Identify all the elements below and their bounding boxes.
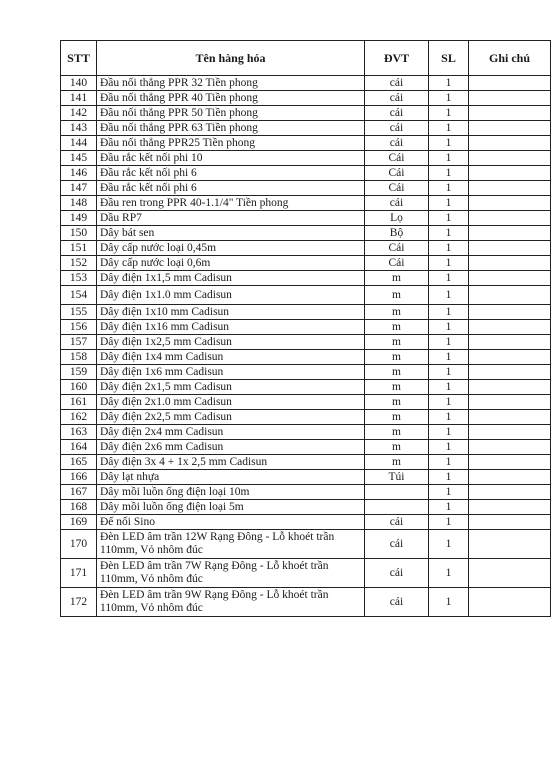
- cell-note: [469, 440, 551, 455]
- cell-note: [469, 455, 551, 470]
- table-row: [61, 241, 551, 256]
- cell-dvt: Cái: [365, 151, 429, 166]
- cell-name: Dây điện 1x4 mm Cadisun: [97, 350, 365, 365]
- cell-note: [469, 211, 551, 226]
- cell-sl: 1: [429, 226, 469, 241]
- goods-table: [60, 40, 551, 617]
- cell-dvt: m: [365, 440, 429, 455]
- cell-dvt: Bộ: [365, 226, 429, 241]
- cell-dvt: m: [365, 350, 429, 365]
- header-note: Ghi chú: [469, 41, 551, 76]
- cell-sl: 1: [429, 410, 469, 425]
- cell-note: [469, 286, 551, 305]
- cell-dvt: cái: [365, 515, 429, 530]
- cell-stt: 154: [61, 286, 97, 305]
- cell-name: Đèn LED âm trần 12W Rạng Đông - Lỗ khoét trần 110mm, Vỏ nhôm đúc: [97, 530, 365, 559]
- cell-note: [469, 588, 551, 617]
- cell-dvt: cái: [365, 91, 429, 106]
- cell-sl: 1: [429, 241, 469, 256]
- cell-note: [469, 485, 551, 500]
- cell-name: Dây mồi luồn ống điện loại 5m: [97, 500, 365, 515]
- cell-stt: 155: [61, 305, 97, 320]
- cell-name: Đầu rắc kết nối phi 6: [97, 181, 365, 196]
- cell-name: Dây điện 1x16 mm Cadisun: [97, 320, 365, 335]
- table-row: [61, 256, 551, 271]
- cell-name: Dây cấp nước loại 0,45m: [97, 241, 365, 256]
- cell-dvt: m: [365, 365, 429, 380]
- cell-stt: 144: [61, 136, 97, 151]
- cell-stt: 149: [61, 211, 97, 226]
- cell-sl: 1: [429, 455, 469, 470]
- table-row: [61, 515, 551, 530]
- table-row: [61, 395, 551, 410]
- cell-note: [469, 181, 551, 196]
- header-dvt: ĐVT: [365, 41, 429, 76]
- cell-dvt: Cái: [365, 181, 429, 196]
- cell-dvt: cái: [365, 559, 429, 588]
- cell-stt: 146: [61, 166, 97, 181]
- cell-sl: 1: [429, 440, 469, 455]
- cell-sl: 1: [429, 395, 469, 410]
- cell-dvt: cái: [365, 588, 429, 617]
- cell-dvt: m: [365, 395, 429, 410]
- table-row: [61, 410, 551, 425]
- cell-dvt: Cái: [365, 166, 429, 181]
- cell-name: Dây mồi luồn ống điện loại 10m: [97, 485, 365, 500]
- cell-sl: 1: [429, 286, 469, 305]
- table-row: [61, 196, 551, 211]
- cell-stt: 159: [61, 365, 97, 380]
- cell-stt: 145: [61, 151, 97, 166]
- cell-note: [469, 106, 551, 121]
- cell-stt: 169: [61, 515, 97, 530]
- cell-note: [469, 226, 551, 241]
- cell-stt: 171: [61, 559, 97, 588]
- cell-dvt: cái: [365, 530, 429, 559]
- table-header: [61, 41, 551, 76]
- cell-stt: 151: [61, 241, 97, 256]
- table-row: [61, 121, 551, 136]
- cell-note: [469, 335, 551, 350]
- cell-sl: 1: [429, 588, 469, 617]
- table-row: [61, 455, 551, 470]
- cell-name: Dây điện 2x1,5 mm Cadisun: [97, 380, 365, 395]
- cell-dvt: cái: [365, 106, 429, 121]
- cell-stt: 156: [61, 320, 97, 335]
- cell-stt: 161: [61, 395, 97, 410]
- cell-stt: 153: [61, 271, 97, 286]
- cell-sl: 1: [429, 151, 469, 166]
- cell-sl: 1: [429, 211, 469, 226]
- cell-name: Đầu nối thẳng PPR 40 Tiền phong: [97, 91, 365, 106]
- cell-dvt: m: [365, 320, 429, 335]
- table-row: [61, 350, 551, 365]
- cell-stt: 160: [61, 380, 97, 395]
- cell-name: Dây lạt nhựa: [97, 470, 365, 485]
- cell-dvt: m: [365, 425, 429, 440]
- cell-stt: 165: [61, 455, 97, 470]
- cell-dvt: m: [365, 410, 429, 425]
- cell-name: Dây điện 1x1.0 mm Cadisun: [97, 286, 365, 305]
- cell-stt: 142: [61, 106, 97, 121]
- cell-sl: 1: [429, 530, 469, 559]
- table-row: [61, 335, 551, 350]
- table-body: [61, 76, 551, 617]
- table-row: [61, 286, 551, 305]
- table-row: [61, 485, 551, 500]
- cell-sl: 1: [429, 515, 469, 530]
- cell-sl: 1: [429, 500, 469, 515]
- cell-name: Dây điện 1x6 mm Cadisun: [97, 365, 365, 380]
- cell-dvt: cái: [365, 136, 429, 151]
- cell-name: Đầu nối thẳng PPR25 Tiền phong: [97, 136, 365, 151]
- table-row: [61, 559, 551, 588]
- cell-note: [469, 410, 551, 425]
- table-row: [61, 425, 551, 440]
- cell-dvt: Túi: [365, 470, 429, 485]
- cell-note: [469, 271, 551, 286]
- table-row: [61, 365, 551, 380]
- header-sl: SL: [429, 41, 469, 76]
- cell-sl: 1: [429, 106, 469, 121]
- cell-stt: 140: [61, 76, 97, 91]
- header-stt: STT: [61, 41, 97, 76]
- cell-note: [469, 380, 551, 395]
- cell-note: [469, 166, 551, 181]
- cell-note: [469, 241, 551, 256]
- cell-dvt: m: [365, 380, 429, 395]
- cell-dvt: m: [365, 335, 429, 350]
- table-row: [61, 470, 551, 485]
- cell-sl: 1: [429, 559, 469, 588]
- cell-name: Đế nối Sino: [97, 515, 365, 530]
- cell-note: [469, 320, 551, 335]
- cell-name: Đầu rắc kết nối phi 10: [97, 151, 365, 166]
- cell-stt: 162: [61, 410, 97, 425]
- cell-sl: 1: [429, 470, 469, 485]
- cell-sl: 1: [429, 76, 469, 91]
- cell-name: Đầu nối thẳng PPR 32 Tiền phong: [97, 76, 365, 91]
- cell-sl: 1: [429, 365, 469, 380]
- cell-note: [469, 530, 551, 559]
- cell-sl: 1: [429, 196, 469, 211]
- cell-dvt: cái: [365, 196, 429, 211]
- cell-name: Dây điện 2x1.0 mm Cadisun: [97, 395, 365, 410]
- cell-stt: 141: [61, 91, 97, 106]
- cell-sl: 1: [429, 256, 469, 271]
- cell-note: [469, 91, 551, 106]
- cell-dvt: m: [365, 305, 429, 320]
- cell-dvt: Cái: [365, 241, 429, 256]
- cell-stt: 172: [61, 588, 97, 617]
- cell-stt: 168: [61, 500, 97, 515]
- table-row: [61, 91, 551, 106]
- cell-sl: 1: [429, 335, 469, 350]
- cell-name: Dây điện 1x1,5 mm Cadisun: [97, 271, 365, 286]
- cell-note: [469, 395, 551, 410]
- cell-dvt: m: [365, 455, 429, 470]
- cell-stt: 166: [61, 470, 97, 485]
- table-row: [61, 320, 551, 335]
- cell-dvt: Lọ: [365, 211, 429, 226]
- cell-sl: 1: [429, 271, 469, 286]
- table-row: [61, 380, 551, 395]
- cell-stt: 163: [61, 425, 97, 440]
- cell-name: Đèn LED âm trần 7W Rạng Đông - Lỗ khoét trần 110mm, Vỏ nhôm đúc: [97, 559, 365, 588]
- cell-sl: 1: [429, 425, 469, 440]
- cell-name: Dây cấp nước loại 0,6m: [97, 256, 365, 271]
- cell-sl: 1: [429, 166, 469, 181]
- cell-sl: 1: [429, 305, 469, 320]
- table-row: [61, 588, 551, 617]
- table-row: [61, 271, 551, 286]
- cell-stt: 150: [61, 226, 97, 241]
- table-row: [61, 530, 551, 559]
- cell-sl: 1: [429, 350, 469, 365]
- table-row: [61, 151, 551, 166]
- cell-name: Dây bát sen: [97, 226, 365, 241]
- cell-sl: 1: [429, 320, 469, 335]
- cell-note: [469, 256, 551, 271]
- cell-note: [469, 196, 551, 211]
- cell-name: Đầu rắc kết nối phi 6: [97, 166, 365, 181]
- table-row: [61, 226, 551, 241]
- cell-name: Dây điện 1x10 mm Cadisun: [97, 305, 365, 320]
- table-row: [61, 211, 551, 226]
- cell-note: [469, 470, 551, 485]
- cell-sl: 1: [429, 91, 469, 106]
- table-row: [61, 181, 551, 196]
- cell-note: [469, 305, 551, 320]
- cell-name: Dây điện 3x 4 + 1x 2,5 mm Cadisun: [97, 455, 365, 470]
- cell-note: [469, 76, 551, 91]
- cell-stt: 167: [61, 485, 97, 500]
- cell-name: Đầu ren trong PPR 40-1.1/4" Tiền phong: [97, 196, 365, 211]
- cell-sl: 1: [429, 485, 469, 500]
- cell-note: [469, 121, 551, 136]
- table-row: [61, 76, 551, 91]
- cell-stt: 164: [61, 440, 97, 455]
- cell-stt: 143: [61, 121, 97, 136]
- cell-name: Dây điện 1x2,5 mm Cadisun: [97, 335, 365, 350]
- table-row: [61, 305, 551, 320]
- cell-sl: 1: [429, 181, 469, 196]
- cell-stt: 152: [61, 256, 97, 271]
- cell-stt: 158: [61, 350, 97, 365]
- cell-note: [469, 365, 551, 380]
- cell-dvt: m: [365, 271, 429, 286]
- table-row: [61, 136, 551, 151]
- cell-note: [469, 136, 551, 151]
- cell-stt: 147: [61, 181, 97, 196]
- cell-name: Dây điện 2x2,5 mm Cadisun: [97, 410, 365, 425]
- cell-note: [469, 151, 551, 166]
- header-name: Tên hàng hóa: [97, 41, 365, 76]
- cell-sl: 1: [429, 121, 469, 136]
- cell-dvt: [365, 485, 429, 500]
- cell-stt: 157: [61, 335, 97, 350]
- cell-name: Dầu RP7: [97, 211, 365, 226]
- cell-stt: 148: [61, 196, 97, 211]
- cell-note: [469, 559, 551, 588]
- cell-name: Đầu nối thẳng PPR 63 Tiền phong: [97, 121, 365, 136]
- cell-stt: 170: [61, 530, 97, 559]
- cell-dvt: m: [365, 286, 429, 305]
- cell-sl: 1: [429, 136, 469, 151]
- cell-note: [469, 425, 551, 440]
- cell-note: [469, 500, 551, 515]
- table-row: [61, 440, 551, 455]
- cell-dvt: cái: [365, 121, 429, 136]
- header-row: [61, 41, 551, 76]
- table-row: [61, 166, 551, 181]
- cell-dvt: Cái: [365, 256, 429, 271]
- table-row: [61, 106, 551, 121]
- cell-name: Đèn LED âm trần 9W Rạng Đông - Lỗ khoét trần 110mm, Vỏ nhôm đúc: [97, 588, 365, 617]
- cell-name: Dây điện 2x6 mm Cadisun: [97, 440, 365, 455]
- cell-note: [469, 515, 551, 530]
- cell-dvt: cái: [365, 76, 429, 91]
- cell-name: Dây điện 2x4 mm Cadisun: [97, 425, 365, 440]
- cell-dvt: [365, 500, 429, 515]
- cell-name: Đầu nối thẳng PPR 50 Tiền phong: [97, 106, 365, 121]
- cell-note: [469, 350, 551, 365]
- table-row: [61, 500, 551, 515]
- cell-sl: 1: [429, 380, 469, 395]
